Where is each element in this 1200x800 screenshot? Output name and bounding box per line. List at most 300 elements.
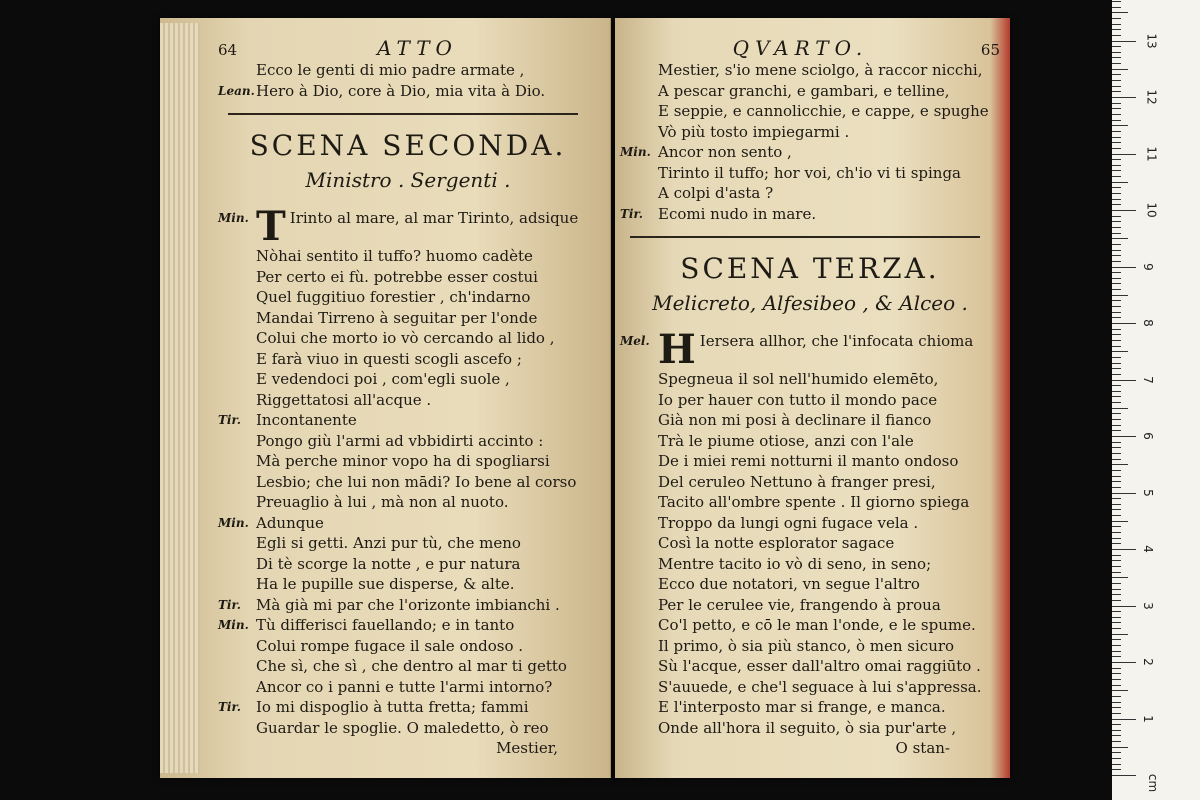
ruler-tick <box>1112 267 1136 268</box>
ruler-label: 5 <box>1140 488 1155 497</box>
ruler-tick <box>1112 685 1121 686</box>
speaker-label <box>620 492 658 513</box>
catchword <box>218 738 598 759</box>
ruler-tick <box>1112 159 1121 160</box>
verse-text <box>256 308 598 329</box>
verse-line <box>620 326 1000 373</box>
verse-text <box>256 328 598 349</box>
verse-text-content: Tù differisci fauellando; e in tanto <box>256 616 515 634</box>
ruler-tick <box>1112 690 1128 691</box>
verse-line <box>218 328 598 349</box>
verse-text-content: Ancor non sento , <box>658 143 792 161</box>
speaker-label <box>218 554 256 575</box>
ruler-tick <box>1112 176 1121 177</box>
ruler-tick <box>1112 7 1121 8</box>
ruler-tick <box>1112 470 1121 471</box>
speaker-label: Min. <box>218 515 249 530</box>
verse-text <box>658 677 1000 698</box>
verse-text-content: Quel fuggitiuo forestier , ch'indarno <box>256 288 531 306</box>
verse-line <box>218 451 598 472</box>
ruler-tick <box>1112 741 1121 742</box>
ruler-tick <box>1112 289 1121 290</box>
verse-text <box>658 554 1000 575</box>
verse-line <box>620 101 1000 122</box>
ruler-tick <box>1112 515 1121 516</box>
speaker-label: Tir. <box>218 700 241 714</box>
ruler-tick <box>1112 769 1121 770</box>
ruler-tick <box>1112 148 1121 149</box>
verse-text-content: Già non mi posi à declinare il fianco <box>658 411 932 429</box>
verse-text <box>256 574 598 595</box>
ruler-tick <box>1112 125 1128 126</box>
ruler-tick <box>1112 137 1121 138</box>
verse-line <box>218 60 598 81</box>
speaker-label <box>218 267 256 288</box>
ruler-tick <box>1112 425 1121 426</box>
ruler-tick <box>1112 758 1121 759</box>
verse-text <box>256 246 598 267</box>
verse-text-content: Trà le piume otiose, anzi con l'ale <box>658 431 914 450</box>
ruler-tick <box>1112 730 1121 731</box>
verse-text-content: Onde all'hora il seguito, ò sia pur'arte , <box>658 718 957 737</box>
verse-text <box>256 349 598 370</box>
ruler-tick <box>1112 357 1121 358</box>
ruler-tick <box>1112 272 1121 273</box>
ruler-tick <box>1112 340 1121 341</box>
ruler-label: 11 <box>1144 145 1159 162</box>
verse-line <box>218 677 598 698</box>
speaker-label <box>620 472 658 493</box>
verse-line <box>218 81 598 102</box>
verse-text-content: Tacito all'ombre spente . Il giorno spiega <box>658 493 970 511</box>
verse-text <box>658 615 1000 636</box>
speaker-label <box>620 101 658 122</box>
verse-text <box>658 390 1000 411</box>
ruler-tick <box>1112 481 1121 482</box>
verse-text <box>658 183 1000 204</box>
ruler-tick <box>1112 747 1128 748</box>
verse-text <box>256 267 598 288</box>
verse-line <box>620 390 1000 411</box>
speaker-label <box>620 183 658 204</box>
ruler-tick <box>1112 408 1128 409</box>
verse-text <box>658 472 1000 493</box>
page-edges <box>160 23 200 773</box>
ruler-tick <box>1112 35 1121 36</box>
ruler-tick <box>1112 210 1136 211</box>
verse-line <box>620 410 1000 431</box>
ruler-tick <box>1112 396 1121 397</box>
ruler-tick <box>1112 521 1128 522</box>
verse-text-content: Lesbio; che lui non mādi? Io bene al corso <box>256 472 577 491</box>
ruler-tick <box>1112 86 1121 87</box>
verse-line <box>620 595 1000 616</box>
ruler-tick <box>1112 74 1121 75</box>
verse-text <box>256 472 598 493</box>
ruler-tick <box>1112 295 1128 296</box>
verse-text-content: Mà perche minor vopo ha di spogliarsi <box>256 452 550 470</box>
ruler-tick <box>1112 97 1136 98</box>
verse-text <box>256 287 598 308</box>
verse-text-content: Mandai Tirreno à seguitar per l'onde <box>256 308 538 327</box>
verse-line <box>218 431 598 452</box>
verse-text-content: Preuaglio à lui , mà non al nuoto. <box>256 493 509 511</box>
ruler-tick <box>1112 498 1121 499</box>
verse-line <box>218 513 598 534</box>
ruler-tick <box>1112 193 1121 194</box>
ruler-tick <box>1112 103 1121 104</box>
verse-text-content: Ha le pupille sue disperse, & alte. <box>256 575 515 593</box>
ruler-label: 8 <box>1140 319 1155 327</box>
left-verse-lines <box>218 203 598 738</box>
verse-text <box>658 718 1000 739</box>
ruler-tick <box>1112 306 1121 307</box>
ruler-tick <box>1112 374 1121 375</box>
speaker-label <box>218 246 256 267</box>
ruler-tick <box>1112 29 1121 30</box>
speaker-label <box>620 451 658 472</box>
ruler-tick <box>1112 656 1121 657</box>
ruler-tick <box>1112 606 1136 607</box>
verse-text-content: Irinto al mare, al mar Tirinto, adsique <box>289 209 579 227</box>
ruler-tick <box>1112 323 1136 324</box>
verse-text-content: Sù l'acque, esser dall'altro omai raggiūto . <box>658 657 981 675</box>
ruler-tick <box>1112 775 1136 776</box>
verse-line <box>620 451 1000 472</box>
left-page-content <box>218 36 598 759</box>
ruler-label: 7 <box>1140 375 1155 384</box>
verse-text <box>256 636 598 657</box>
ruler-tick <box>1112 261 1121 262</box>
verse-text-content: Mà già mi par che l'orizonte imbianchi . <box>256 595 560 614</box>
speaker-label <box>620 574 658 595</box>
speaker-label <box>218 60 256 81</box>
verse-text <box>256 677 598 698</box>
verse-text-content: E l'interposto mar si frange, e manca. <box>658 698 946 716</box>
ruler-tick <box>1112 12 1128 13</box>
ruler-tick <box>1112 549 1136 550</box>
verse-text-content: Ecco due notatori, vn segue l'altro <box>658 575 920 593</box>
ruler-tick <box>1112 413 1121 414</box>
ruler-tick <box>1112 108 1121 109</box>
ruler-tick <box>1112 278 1121 279</box>
verse-text-content: Mentre tacito io vò di seno, in seno; <box>658 554 932 573</box>
drop-cap: H <box>658 326 696 373</box>
ruler-tick <box>1112 300 1121 301</box>
ruler-tick <box>1112 713 1121 714</box>
ruler-tick <box>1112 719 1136 720</box>
ruler-tick <box>1112 131 1121 132</box>
ruler-tick <box>1112 442 1121 443</box>
ruler-tick <box>1112 702 1121 703</box>
scene-title: SCENA SECONDA. <box>249 129 567 162</box>
verse-text <box>658 326 1000 373</box>
speaker-label: Lean. <box>218 83 255 98</box>
ruler-tick <box>1112 668 1121 669</box>
ruler-tick <box>1112 532 1121 533</box>
ruler-label: 1 <box>1140 714 1155 723</box>
ruler-tick <box>1112 464 1128 465</box>
verse-text-content: Del ceruleo Nettuno à franger presi, <box>658 472 936 491</box>
verse-text <box>256 390 598 411</box>
ruler-unit: cm <box>1146 773 1161 793</box>
verse-text-content: Co'l petto, e cō le man l'onde, e le spume. <box>658 616 976 634</box>
verse-text <box>256 203 598 250</box>
verse-line <box>218 369 598 390</box>
verse-line <box>620 122 1000 143</box>
ruler-tick <box>1112 622 1121 623</box>
ruler-tick <box>1112 639 1121 640</box>
left-page <box>160 18 611 778</box>
verse-text <box>658 163 1000 184</box>
verse-line <box>620 656 1000 677</box>
speaker-label <box>218 308 256 329</box>
ruler-tick <box>1112 69 1128 70</box>
catchword-text: Mestier, <box>496 739 558 757</box>
verse-line <box>620 533 1000 554</box>
ruler-tick <box>1112 402 1121 403</box>
verse-text <box>658 431 1000 452</box>
running-head-text: QVARTO. <box>732 36 869 60</box>
speaker-label: Tir. <box>620 206 643 221</box>
speaker-label <box>620 677 658 698</box>
verse-line <box>218 554 598 575</box>
ruler-tick <box>1112 555 1121 556</box>
ruler-tick <box>1112 487 1121 488</box>
speaker-label <box>620 122 658 143</box>
ruler-tick <box>1112 577 1128 578</box>
ruler-tick <box>1112 204 1121 205</box>
verse-line <box>218 595 598 616</box>
verse-text <box>256 81 598 102</box>
ruler-tick <box>1112 453 1121 454</box>
verse-text-content: Per certo ei fù. potrebbe esser costui <box>256 267 538 286</box>
ruler-tick <box>1112 165 1121 166</box>
verse-text <box>658 533 1000 554</box>
ruler-tick <box>1112 368 1121 369</box>
verse-text <box>658 697 1000 718</box>
verse-line <box>620 718 1000 739</box>
speaker-label <box>218 533 256 554</box>
speaker-label <box>620 410 658 431</box>
ruler-tick <box>1112 41 1136 42</box>
ruler-tick <box>1112 493 1136 494</box>
ruler-tick <box>1112 1 1121 2</box>
verse-line <box>218 390 598 411</box>
verse-text <box>658 595 1000 616</box>
speaker-label: Min. <box>218 211 249 225</box>
ruler-tick <box>1112 238 1128 239</box>
verse-text <box>658 410 1000 431</box>
ruler-tick <box>1112 120 1121 121</box>
drop-cap: T <box>256 203 286 250</box>
verse-line <box>218 697 598 718</box>
ruler-tick <box>1112 363 1121 364</box>
speaker-label <box>218 349 256 370</box>
ruler-tick <box>1112 735 1121 736</box>
ruler-tick <box>1112 18 1121 19</box>
right-verse-lines <box>620 326 1000 738</box>
ruler-tick <box>1112 600 1121 601</box>
verse-text-content: De i miei remi notturni il manto ondoso <box>658 452 959 470</box>
ruler-tick <box>1112 724 1121 725</box>
ruler-tick <box>1112 216 1121 217</box>
verse-text <box>256 369 598 390</box>
ruler-tick <box>1112 560 1121 561</box>
ruler-tick <box>1112 651 1121 652</box>
verse-text-content: Nòhai sentito il tuffo? huomo cadète <box>256 247 533 265</box>
verse-text <box>658 574 1000 595</box>
verse-line <box>218 615 598 636</box>
verse-text <box>658 451 1000 472</box>
ruler-tick <box>1112 170 1121 171</box>
ruler-tick <box>1112 142 1121 143</box>
ruler-tick <box>1112 566 1121 567</box>
verse-text-content: Incontanente <box>256 411 357 429</box>
verse-text-content: Ecomi nudo in mare. <box>658 204 817 223</box>
ruler-tick <box>1112 80 1121 81</box>
ruler-tick <box>1112 628 1121 629</box>
verse-text <box>256 431 598 452</box>
verse-line <box>620 513 1000 534</box>
verse-text <box>256 533 598 554</box>
verse-line <box>218 203 598 250</box>
verse-text <box>658 101 1000 122</box>
speaker-label <box>218 472 256 493</box>
ruler-tick <box>1112 611 1121 612</box>
verse-text-content: A colpi d'asta ? <box>658 184 774 202</box>
ruler-tick <box>1112 114 1121 115</box>
verse-text <box>658 204 1000 225</box>
page-number: 64 <box>218 41 238 59</box>
speaker-label <box>620 60 658 81</box>
scene-title: SCENA TERZA. <box>680 252 940 285</box>
verse-text <box>256 595 598 616</box>
catchword-text: O stan- <box>895 739 950 757</box>
verse-line <box>218 574 598 595</box>
verse-text-content: A pescar granchi, e gambari, e telline, <box>658 81 950 100</box>
ruler-tick <box>1112 436 1136 437</box>
page-number: 65 <box>980 41 1000 59</box>
catchword <box>620 738 1000 759</box>
speaker-label <box>218 431 256 452</box>
verse-text <box>256 554 598 575</box>
speaker-label <box>620 369 658 390</box>
ruler-tick <box>1112 543 1121 544</box>
speaker-label <box>218 451 256 472</box>
speaker-label <box>620 595 658 616</box>
verse-line <box>218 246 598 267</box>
speaker-label <box>218 390 256 411</box>
ruler-tick <box>1112 459 1121 460</box>
speaker-label <box>620 81 658 102</box>
speaker-label <box>620 697 658 718</box>
ruler-tick <box>1112 645 1121 646</box>
speaker-label <box>218 718 256 739</box>
verse-text-content: Egli si getti. Anzi pur tù, che meno <box>256 534 521 552</box>
ruler-tick <box>1112 187 1121 188</box>
ruler-tick <box>1112 526 1121 527</box>
verse-line <box>620 204 1000 225</box>
ruler-tick <box>1112 679 1121 680</box>
open-book <box>160 18 1020 788</box>
ruler-tick <box>1112 227 1121 228</box>
verse-line <box>620 574 1000 595</box>
ruler-tick <box>1112 244 1121 245</box>
ruler-label: 12 <box>1144 89 1159 105</box>
verse-line <box>620 636 1000 657</box>
verse-text-content: Vò più tosto impiegarmi . <box>658 122 850 141</box>
ruler-tick <box>1112 419 1121 420</box>
speaker-label <box>620 615 658 636</box>
ruler-tick <box>1112 380 1136 381</box>
ruler-tick <box>1112 52 1121 53</box>
verse-text-content: Ecco le genti di mio padre armate , <box>256 61 525 79</box>
verse-text-content: E farà viuo in questi scogli ascefo ; <box>256 349 522 368</box>
verse-text <box>256 451 598 472</box>
speaker-label <box>620 636 658 657</box>
verse-line <box>620 615 1000 636</box>
left-top-lines <box>218 60 598 101</box>
speaker-label <box>620 431 658 452</box>
ruler-tick <box>1112 182 1128 183</box>
speaker-label <box>218 677 256 698</box>
verse-line <box>218 492 598 513</box>
verse-line <box>218 308 598 329</box>
ruler-label: 3 <box>1140 601 1155 610</box>
ruler-tick <box>1112 430 1121 431</box>
verse-line <box>218 533 598 554</box>
ruler-label: 13 <box>1144 32 1159 49</box>
ruler-tick <box>1112 634 1128 635</box>
verse-line <box>218 472 598 493</box>
verse-line <box>218 656 598 677</box>
ruler-tick <box>1112 221 1121 222</box>
verse-text-content: E vedendoci poi , com'egli suole , <box>256 370 510 388</box>
verse-line <box>218 287 598 308</box>
speaker-label <box>620 554 658 575</box>
verse-text-content: Io per hauer con tutto il mondo pace <box>658 390 938 409</box>
verse-text-content: Che sì, che sì , che dentro al mar ti getto <box>256 657 567 675</box>
verse-text <box>256 513 598 534</box>
verse-text-content: Di tè scorge la notte , e pur natura <box>256 554 521 573</box>
ruler-tick <box>1112 329 1121 330</box>
verse-line <box>218 349 598 370</box>
speaker-label <box>620 513 658 534</box>
verse-line <box>218 267 598 288</box>
ruler-tick <box>1112 589 1121 590</box>
speaker-label <box>620 718 658 739</box>
verse-text-content: Guardar le spoglie. O maledetto, ò reo <box>256 718 549 737</box>
speaker-label: Tir. <box>218 597 241 612</box>
verse-text <box>658 513 1000 534</box>
verse-text <box>256 60 598 81</box>
ruler-tick <box>1112 250 1121 251</box>
ruler-tick <box>1112 594 1121 595</box>
ruler-tick <box>1112 696 1121 697</box>
ruler-tick <box>1112 447 1121 448</box>
ruler-tick <box>1112 662 1136 663</box>
verse-text-content: Troppo da lungi ogni fugace vela . <box>658 513 919 532</box>
verse-line <box>620 492 1000 513</box>
ruler-tick <box>1112 504 1121 505</box>
ruler-label: 4 <box>1140 545 1155 553</box>
speaker-label: Min. <box>620 145 651 159</box>
verse-text-content: S'auuede, e che'l seguace à lui s'appressa. <box>658 677 982 696</box>
ruler-label: 10 <box>1144 202 1159 218</box>
ruler-tick <box>1112 63 1121 64</box>
speaker-label <box>620 390 658 411</box>
